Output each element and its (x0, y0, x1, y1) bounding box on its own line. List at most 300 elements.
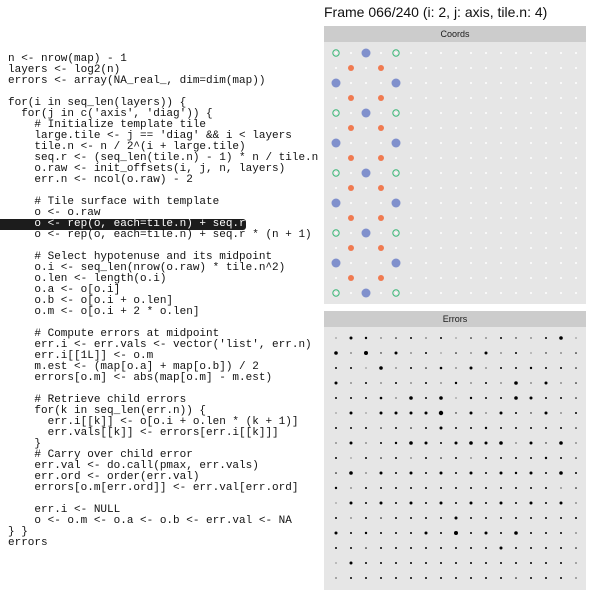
error-dot (530, 337, 531, 338)
error-dot (365, 517, 367, 519)
grid-dot (485, 82, 487, 84)
grid-dot (395, 232, 397, 234)
grid-dot (575, 187, 577, 189)
error-dot (575, 457, 577, 459)
midpoint-marker (378, 245, 384, 251)
error-dot (366, 368, 367, 369)
midpoint-marker (378, 125, 384, 131)
grid-dot (530, 127, 532, 129)
midpoint-marker (378, 155, 384, 161)
error-dot (515, 472, 517, 474)
grid-dot (575, 172, 577, 174)
grid-dot (530, 187, 532, 189)
grid-dot (545, 217, 547, 219)
grid-dot (335, 52, 337, 54)
error-dot (575, 427, 577, 429)
grid-dot (575, 52, 577, 54)
error-dot (560, 547, 562, 549)
grid-dot (530, 82, 532, 84)
error-dot (365, 562, 367, 564)
error-dot (455, 442, 458, 445)
error-dot (455, 502, 457, 504)
code-line: # Retrieve child errors (8, 394, 187, 406)
code-line: errors[o.m[err.ord]] <- err.val[err.ord] (8, 482, 299, 494)
code-line: o.i <- seq_len(nrow(o.raw) * tile.n^2) (8, 262, 286, 274)
error-dot (530, 457, 532, 459)
error-dot (425, 457, 427, 459)
error-dot (500, 472, 503, 475)
error-dot (515, 502, 517, 504)
error-dot (575, 352, 577, 354)
error-dot (515, 367, 517, 369)
error-dot (395, 472, 397, 474)
grid-dot (395, 67, 397, 69)
error-dot (395, 442, 397, 444)
grid-dot (335, 247, 337, 249)
error-dot (350, 487, 351, 488)
error-dot (545, 472, 547, 474)
grid-dot (485, 292, 487, 294)
error-dot (530, 517, 532, 519)
errors-panel-title: Errors (324, 311, 586, 327)
error-dot (395, 367, 396, 368)
error-dot (559, 336, 563, 340)
grid-dot (455, 202, 457, 204)
grid-dot (395, 52, 397, 54)
error-dot (575, 367, 577, 369)
error-dot (350, 367, 352, 369)
grid-dot (380, 202, 382, 204)
endpoint-marker (392, 259, 401, 268)
endpoint-marker (332, 199, 341, 208)
grid-dot (560, 277, 562, 279)
grid-dot (560, 67, 562, 69)
grid-dot (515, 232, 517, 234)
grid-dot (395, 247, 397, 249)
grid-dot (485, 202, 487, 204)
code-line: err.ord <- order(err.val) (8, 471, 200, 483)
error-dot (410, 382, 411, 383)
grid-dot (455, 187, 457, 189)
endpoint-marker (392, 199, 401, 208)
grid-dot (485, 262, 487, 264)
midpoint-marker (348, 65, 354, 71)
error-dot (485, 517, 487, 519)
grid-dot (455, 82, 457, 84)
error-dot (500, 487, 502, 489)
error-dot (500, 517, 502, 519)
error-dot (425, 352, 427, 354)
error-dot (350, 397, 352, 399)
grid-dot (410, 127, 412, 129)
error-dot (575, 502, 576, 503)
error-dot (545, 577, 547, 579)
error-dot (455, 487, 457, 489)
grid-dot (485, 52, 487, 54)
grid-dot (470, 217, 472, 219)
error-dot (530, 502, 533, 505)
code-line: errors <- array(NA_real_, dim=dim(map)) (8, 75, 266, 87)
error-dot (469, 441, 473, 445)
error-dot (410, 352, 411, 353)
grid-dot (515, 172, 517, 174)
error-dot (545, 547, 547, 549)
error-dot (440, 577, 442, 579)
error-dot (575, 487, 577, 489)
grid-dot (560, 247, 562, 249)
code-line: layers <- log2(n) (8, 64, 121, 76)
grid-dot (470, 232, 472, 234)
error-dot (500, 352, 501, 353)
grid-dot (485, 172, 487, 174)
error-dot (395, 397, 396, 398)
grid-dot (395, 187, 397, 189)
error-dot (470, 517, 472, 519)
grid-dot (545, 277, 547, 279)
error-dot (575, 532, 576, 533)
grid-dot (410, 157, 412, 159)
error-dot (485, 457, 487, 459)
error-dot (336, 338, 337, 339)
grid-dot (350, 82, 352, 84)
grid-dot (410, 277, 412, 279)
error-dot (560, 367, 562, 369)
error-dot (380, 502, 383, 505)
error-dot (485, 472, 487, 474)
error-dot (470, 547, 472, 549)
grid-dot (470, 127, 472, 129)
grid-dot (440, 292, 442, 294)
error-dot (545, 562, 547, 564)
error-dot (560, 352, 561, 353)
grid-dot (335, 217, 337, 219)
grid-dot (365, 97, 367, 99)
error-dot (395, 532, 397, 534)
error-dot (485, 562, 487, 564)
error-dot (485, 442, 488, 445)
error-dot (515, 577, 517, 579)
error-dot (575, 547, 577, 549)
grid-dot (575, 157, 577, 159)
error-dot (336, 413, 337, 414)
grid-dot (500, 202, 502, 204)
error-dot (395, 352, 398, 355)
grid-dot (575, 277, 577, 279)
grid-dot (560, 172, 562, 174)
coords-plot (324, 42, 586, 304)
midpoint-marker (348, 185, 354, 191)
error-dot (470, 487, 472, 489)
error-dot (365, 577, 367, 579)
grid-dot (410, 112, 412, 114)
grid-dot (425, 52, 427, 54)
grid-dot (530, 232, 532, 234)
error-dot (395, 382, 397, 384)
error-dot (500, 532, 502, 534)
error-dot (365, 442, 366, 443)
midpoint-marker (378, 95, 384, 101)
code-line: n <- nrow(map) - 1 (8, 53, 127, 65)
error-dot (530, 397, 533, 400)
midpoint-marker (378, 185, 384, 191)
grid-dot (350, 112, 352, 114)
error-dot (395, 577, 397, 579)
endpoint-marker (362, 229, 371, 238)
error-dot (470, 427, 472, 429)
grid-dot (410, 142, 412, 144)
error-dot (395, 517, 397, 519)
error-dot (335, 472, 337, 474)
error-dot (485, 367, 486, 368)
grid-dot (575, 217, 577, 219)
grid-dot (365, 187, 367, 189)
grid-dot (515, 52, 517, 54)
error-dot (455, 367, 456, 368)
error-dot (380, 442, 382, 444)
grid-dot (425, 157, 427, 159)
error-dot (440, 427, 443, 430)
grid-dot (440, 97, 442, 99)
code-line: err.i[[k]] <- o[o.i + o.len * (k + 1)] (8, 416, 299, 428)
error-dot (350, 352, 351, 353)
error-dot (515, 457, 517, 459)
grid-dot (530, 262, 532, 264)
code-line: for(k in seq_len(err.n)) { (8, 405, 207, 417)
error-dot (560, 562, 562, 564)
midpoint-marker (378, 65, 384, 71)
code-line: o.m <- o[o.i + 2 * o.len] (8, 306, 200, 318)
grid-dot (425, 112, 427, 114)
midpoint-marker (348, 245, 354, 251)
error-dot (335, 517, 337, 519)
error-dot (380, 382, 381, 383)
grid-dot (515, 202, 517, 204)
grid-dot (335, 67, 337, 69)
grid-dot (380, 142, 382, 144)
error-dot (425, 412, 428, 415)
error-dot (365, 457, 367, 459)
error-dot (560, 577, 562, 579)
grid-dot (470, 292, 472, 294)
error-dot (440, 367, 443, 370)
error-dot (409, 396, 413, 400)
error-dot (410, 367, 412, 369)
code-line: err.i <- NULL (8, 504, 121, 516)
error-dot (425, 382, 427, 384)
errors-plot-svg (324, 327, 586, 590)
error-dot (530, 367, 532, 369)
error-dot (545, 367, 547, 369)
error-dot (395, 427, 397, 429)
error-dot (455, 547, 457, 549)
code-line: for(i in seq_len(layers)) { (8, 97, 187, 109)
code-line: seq.r <- (seq_len(tile.n) - 1) * n / tile.n (8, 152, 319, 164)
error-dot (365, 532, 367, 534)
error-dot (425, 547, 427, 549)
endpoint-marker (392, 79, 401, 88)
error-dot (515, 487, 517, 489)
code-line: m.est <- (map[o.a] + map[o.b]) / 2 (8, 361, 259, 373)
endpoint-marker (362, 169, 371, 178)
grid-dot (470, 67, 472, 69)
grid-dot (575, 202, 577, 204)
error-dot (545, 412, 548, 415)
coords-panel (324, 26, 586, 304)
error-dot (335, 577, 336, 578)
grid-dot (500, 262, 502, 264)
error-dot (470, 397, 472, 399)
error-dot (455, 577, 457, 579)
error-dot (379, 366, 383, 370)
grid-dot (515, 97, 517, 99)
error-dot (380, 352, 381, 353)
grid-dot (575, 112, 577, 114)
grid-dot (395, 217, 397, 219)
grid-dot (560, 187, 562, 189)
grid-dot (560, 112, 562, 114)
grid-dot (455, 67, 457, 69)
grid-dot (470, 112, 472, 114)
grid-dot (575, 262, 577, 264)
error-dot (440, 382, 441, 383)
grid-dot (410, 292, 412, 294)
grid-dot (470, 247, 472, 249)
grid-dot (500, 67, 502, 69)
grid-dot (560, 97, 562, 99)
grid-dot (440, 217, 442, 219)
error-dot (500, 382, 501, 383)
error-dot (410, 547, 412, 549)
error-dot (470, 577, 472, 579)
grid-dot (350, 202, 352, 204)
error-dot (335, 427, 337, 429)
grid-dot (560, 142, 562, 144)
grid-dot (410, 52, 412, 54)
grid-dot (410, 82, 412, 84)
grid-dot (425, 142, 427, 144)
code-line: err.i[[1L]] <- o.m (8, 350, 154, 362)
error-dot (560, 502, 563, 505)
endpoint-marker (332, 259, 341, 268)
grid-dot (530, 52, 532, 54)
grid-dot (515, 112, 517, 114)
error-dot (350, 532, 352, 534)
grid-dot (380, 172, 382, 174)
grid-dot (500, 217, 502, 219)
grid-dot (545, 97, 547, 99)
code-line-highlighted: o <- rep(o, each=tile.n) + seq.r (0, 219, 246, 230)
grid-dot (365, 202, 367, 204)
error-dot (395, 562, 397, 564)
error-dot (530, 532, 532, 534)
error-dot (410, 487, 412, 489)
grid-dot (545, 187, 547, 189)
error-dot (545, 487, 547, 489)
error-dot (455, 562, 457, 564)
grid-dot (530, 157, 532, 159)
grid-dot (470, 157, 472, 159)
error-dot (455, 352, 457, 354)
error-dot (365, 337, 367, 339)
error-dot (560, 487, 561, 488)
code-line: # Tile surface with template (8, 196, 220, 208)
grid-dot (545, 172, 547, 174)
error-dot (545, 457, 547, 459)
endpoint-marker (362, 289, 371, 298)
error-dot (350, 502, 353, 505)
error-dot (364, 351, 368, 355)
grid-dot (545, 157, 547, 159)
grid-dot (575, 292, 577, 294)
code-line: # Select hypotenuse and its midpoint (8, 251, 273, 263)
error-dot (395, 547, 397, 549)
grid-dot (350, 292, 352, 294)
error-dot (545, 427, 547, 429)
grid-dot (410, 202, 412, 204)
error-dot (575, 562, 576, 563)
error-dot (335, 397, 337, 399)
error-dot (425, 337, 426, 338)
grid-dot (500, 247, 502, 249)
grid-dot (560, 292, 562, 294)
error-dot (440, 502, 443, 505)
grid-dot (350, 142, 352, 144)
error-dot (470, 337, 472, 339)
grid-dot (515, 277, 517, 279)
error-dot (425, 577, 427, 579)
grid-dot (425, 277, 427, 279)
grid-dot (425, 172, 427, 174)
grid-dot (485, 277, 487, 279)
grid-dot (500, 52, 502, 54)
error-dot (410, 412, 413, 415)
error-dot (515, 517, 517, 519)
grid-dot (440, 127, 442, 129)
grid-dot (575, 67, 577, 69)
grid-dot (440, 262, 442, 264)
grid-dot (500, 142, 502, 144)
error-dot (425, 502, 427, 504)
grid-dot (395, 172, 397, 174)
error-dot (395, 337, 397, 339)
grid-dot (380, 82, 382, 84)
error-dot (336, 563, 337, 564)
error-dot (470, 382, 471, 383)
error-dot (470, 502, 473, 505)
grid-dot (485, 232, 487, 234)
endpoint-marker (362, 49, 371, 58)
endpoint-marker (362, 109, 371, 118)
grid-dot (440, 142, 442, 144)
error-dot (530, 562, 532, 564)
grid-dot (545, 142, 547, 144)
grid-dot (425, 217, 427, 219)
grid-dot (470, 202, 472, 204)
midpoint-marker (378, 275, 384, 281)
error-dot (485, 547, 487, 549)
grid-dot (545, 82, 547, 84)
error-dot (559, 471, 563, 475)
error-dot (515, 442, 516, 443)
grid-dot (470, 52, 472, 54)
error-dot (575, 412, 577, 414)
error-dot (560, 532, 562, 534)
code-line: # Carry over child error (8, 449, 193, 461)
grid-dot (365, 247, 367, 249)
code-line: # Initialize template tile (8, 119, 207, 131)
error-dot (576, 338, 577, 339)
grid-dot (365, 142, 367, 144)
